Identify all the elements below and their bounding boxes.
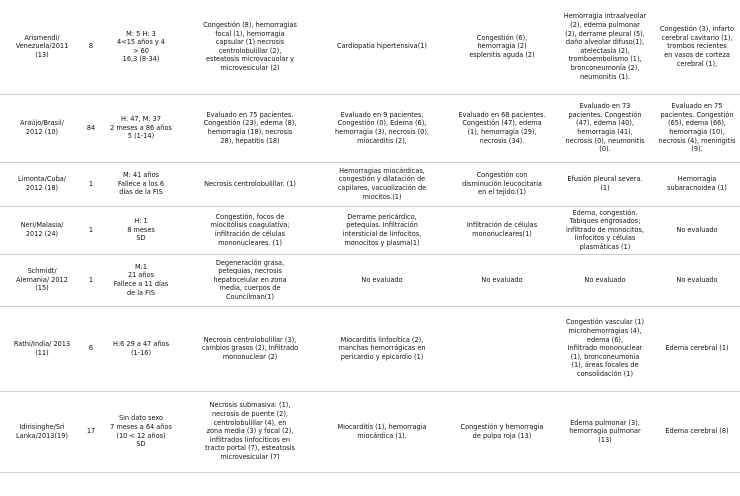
- cell-line: mononuclear (2): [222, 351, 278, 361]
- cell-line: Idirisinghe/Sri: [19, 421, 65, 431]
- cell-line: Fallece a los 6: [117, 178, 165, 188]
- cell-line: Rathi/India/ 2013: [13, 338, 71, 348]
- cell-line: hemorragia (3), necrosis (0),: [335, 127, 429, 136]
- cell-line: Alemania/ 2012: [16, 274, 68, 284]
- cell-line: No evaluado: [361, 274, 403, 284]
- cell-line: No evaluado: [481, 274, 523, 284]
- cell-brain: [654, 206, 740, 254]
- cell-line: (0).: [599, 144, 611, 154]
- cell-brain: [654, 391, 740, 472]
- cell-line: Necrosis centrolobulillar (3),: [203, 334, 297, 344]
- cell-line: 2012 (18): [25, 183, 59, 192]
- cell-spleen: [448, 391, 556, 472]
- cell-study: [0, 0, 84, 94]
- cell-line: Necrosis centrolobulillar. (1): [204, 178, 296, 188]
- cell-heart: [316, 0, 448, 94]
- cell-study: [0, 162, 84, 206]
- cell-heart: [316, 162, 448, 206]
- cell-line: cambios grasos (2), Infiltrado: [201, 343, 299, 353]
- cell-n: [84, 162, 98, 206]
- cell-line: M: 5 H: 3: [126, 28, 156, 38]
- cell-line: Edema, congestión.: [572, 207, 638, 217]
- cell-line: Congestión (23), edema (8),: [203, 118, 297, 128]
- cell-line: tracto portal (7), esteatosis: [205, 443, 295, 453]
- cell-demographics: [98, 0, 184, 94]
- cell-line: media, cuerpos de: [219, 283, 281, 293]
- cell-line: hemorragia pulmonar: [569, 426, 641, 436]
- cell-brain: [654, 0, 740, 94]
- cell-line: Congestión (47), edema: [462, 118, 542, 128]
- cell-line: Congestión (8), hemorragias: [203, 19, 297, 29]
- cell-line: petequias, necrosis: [218, 266, 282, 276]
- cell-lung: [556, 306, 654, 391]
- cell-line: 5 (1-14): [127, 131, 155, 141]
- table-row: [0, 94, 740, 162]
- cell-line: Neri/Malasia/: [20, 220, 64, 230]
- table-row: [0, 391, 740, 472]
- cell-line: Venezuela/2011: [15, 41, 69, 51]
- cell-line: (9).: [691, 144, 703, 154]
- cell-line: Hemorragias miocárdicas,: [339, 165, 425, 175]
- cell-line: Arismendi/: [24, 32, 60, 42]
- cell-line: (1), áreas focales de: [571, 360, 639, 370]
- cell-line: 17: [86, 426, 96, 436]
- cell-line: tromboembolismo (1),: [568, 54, 642, 64]
- cell-liver: [184, 94, 316, 162]
- cell-line: H: 47, M: 37: [120, 114, 162, 124]
- cell-line: Evaluado en 75: [671, 101, 723, 111]
- table-row: [0, 206, 740, 254]
- cell-line: Congestión vascular (1): [565, 317, 645, 327]
- cell-lung: [556, 0, 654, 94]
- cell-line: infiltrado de monocitos,: [566, 224, 644, 234]
- cell-line: miocitólisis coagulativa;: [210, 220, 290, 230]
- cell-liver: [184, 206, 316, 254]
- cell-spleen: [448, 306, 556, 391]
- cell-line: Schmidt/: [27, 266, 57, 276]
- cell-line: cerebral cavitario (1),: [661, 32, 733, 42]
- cell-line: Congestión y hemorragia: [460, 421, 544, 431]
- cell-line: mononucleares. (1): [218, 237, 282, 247]
- cell-study: [0, 254, 84, 306]
- cell-line: bronconeumonía (2),: [570, 62, 640, 72]
- cell-line: en vasos de corteza: [664, 50, 730, 60]
- cell-line: Councilman(1): [225, 291, 275, 301]
- cell-line: daño alveolar difuso(1),: [565, 37, 645, 47]
- cell-line: 84: [86, 122, 96, 132]
- cell-heart: [316, 391, 448, 472]
- cell-demographics: [98, 94, 184, 162]
- cell-line: esteatosis microvacuolar y: [205, 54, 295, 64]
- cell-line: Evaluado en 75 pacientes.: [206, 109, 294, 119]
- cell-line: edema (6),: [586, 334, 624, 344]
- cell-line: Hemorragia intraalveolar: [563, 11, 647, 21]
- cell-line: Necrosis submasiva: (1),: [209, 400, 291, 410]
- cell-line: Miocarditis linfocítica (2),: [340, 334, 424, 344]
- cell-liver: [184, 391, 316, 472]
- cell-line: necrosis (4), meningitis: [658, 135, 736, 145]
- cell-heart: [316, 206, 448, 254]
- cell-line: Sin dato sexo: [118, 413, 164, 423]
- cell-brain: [654, 94, 740, 162]
- cell-line: plasmáticas (1): [579, 241, 631, 251]
- cell-line: (15): [35, 283, 49, 293]
- cell-line: pacientes. Congestión: [568, 109, 642, 119]
- cell-line: Evaluado en 9 pacientes.: [340, 109, 424, 119]
- cell-line: 4<15 años y 4: [117, 37, 165, 47]
- cell-line: (1): [600, 183, 610, 192]
- cell-line: (1), hemorragia (29),: [467, 127, 537, 136]
- cell-line: hemorragia (41),: [577, 127, 633, 136]
- cell-line: microvesicular (2): [220, 62, 280, 72]
- cell-line: (1-16): [130, 347, 152, 357]
- cell-study: [0, 391, 84, 472]
- cell-liver: [184, 254, 316, 306]
- cell-line: (13): [35, 50, 49, 60]
- cell-line: H:6 29 a 47 años: [112, 338, 169, 348]
- cell-line: Araújo/Brasil/: [20, 118, 64, 128]
- cell-line: capsular (1) necrosis: [215, 37, 285, 47]
- cell-n: [84, 391, 98, 472]
- cell-line: 1: [88, 224, 94, 234]
- cell-line: pacientes. Congestión: [660, 109, 734, 119]
- cell-line: 21 años: [127, 270, 155, 280]
- cell-line: pericardio y epicardio (1): [340, 351, 424, 361]
- cell-line: intersticial de linfocitos,: [342, 229, 422, 238]
- cell-line: congestión y dilatación de: [338, 174, 426, 184]
- cell-line: de la FIS: [126, 287, 156, 297]
- cell-line: en el tejido.(1): [478, 187, 526, 197]
- cell-line: No evaluado: [584, 274, 626, 284]
- cell-spleen: [448, 162, 556, 206]
- table-row: [0, 306, 740, 391]
- cell-lung: [556, 206, 654, 254]
- cell-line: Evaluado en 68 pacientes.: [458, 109, 546, 119]
- cell-line: hemorragia (2): [477, 41, 527, 51]
- cell-n: [84, 254, 98, 306]
- cell-demographics: [98, 162, 184, 206]
- cell-line: mononucleares(1): [472, 229, 532, 238]
- cell-line: atelectasia (2),: [580, 45, 630, 55]
- cell-line: 8: [88, 41, 94, 51]
- cell-line: cerebral (1),: [676, 58, 718, 68]
- cell-line: días de la FIS: [119, 187, 163, 197]
- cell-brain: [654, 254, 740, 306]
- cell-line: miocitos.(1): [362, 191, 402, 201]
- cell-line: necrosis (34).: [479, 135, 525, 145]
- cell-study: [0, 306, 84, 391]
- cell-line: trombos recientes: [667, 41, 727, 51]
- cell-line: Lanka/2013(19): [16, 430, 68, 440]
- cell-demographics: [98, 391, 184, 472]
- cell-line: Degeneración grasa,: [215, 257, 285, 267]
- cell-line: Congestión (0), Edema (6),: [337, 118, 427, 128]
- cell-brain: [654, 306, 740, 391]
- cell-liver: [184, 0, 316, 94]
- cell-line: Fallece a 11 días: [113, 279, 169, 288]
- cell-line: (2), derrame pleural (5),: [565, 28, 645, 38]
- cell-line: 8 meses: [127, 224, 155, 234]
- cell-line: Efusión pleural severa.: [567, 174, 643, 184]
- cell-heart: [316, 94, 448, 162]
- cell-line: centrolobulillar (2),: [218, 45, 282, 55]
- cell-line: consolidación (1): [576, 368, 634, 378]
- table-row: [0, 254, 740, 306]
- cell-line: hepatocelular en zona: [213, 274, 287, 284]
- cell-line: microvesicular (7): [220, 451, 280, 461]
- cell-line: focal (1), hemorragia: [215, 28, 285, 38]
- cell-demographics: [98, 306, 184, 391]
- cell-line: Limonta/Cuba/: [17, 174, 66, 184]
- cell-line: necrosis de puente (2),: [211, 409, 289, 419]
- cell-line: Cardiopatía hipertensiva(1): [337, 41, 427, 51]
- cell-line: Infiltrado mononuclear: [567, 343, 643, 353]
- cell-line: 1: [88, 274, 94, 284]
- cell-line: (11): [35, 347, 49, 357]
- cell-line: (65), edema (66),: [668, 118, 726, 128]
- cell-line: 2 meses a 86 años: [110, 122, 172, 132]
- cell-line: zona media (3) y focal (2),: [206, 426, 294, 436]
- cell-line: miocárdica (1).: [357, 430, 407, 440]
- cell-line: Derrame pericárdico,: [347, 211, 417, 221]
- cell-line: subaracnoidea (1): [667, 183, 727, 192]
- cell-n: [84, 94, 98, 162]
- cell-heart: [316, 306, 448, 391]
- table-row: [0, 162, 740, 206]
- cell-spleen: [448, 94, 556, 162]
- cell-line: Edema cerebral (1): [665, 343, 729, 353]
- cell-n: [84, 306, 98, 391]
- cell-line: Congestión (3), infarto: [659, 24, 735, 34]
- cell-line: (2), edema pulmonar: [570, 19, 640, 29]
- cell-lung: [556, 391, 654, 472]
- cell-line: H: 1: [134, 216, 148, 226]
- cell-line: de pulpa roja (13): [472, 430, 532, 440]
- cell-line: 16,3 (8-34): [122, 54, 160, 64]
- cell-line: No evaluado: [676, 224, 718, 234]
- cell-spleen: [448, 254, 556, 306]
- cell-line: microhemorragias (4),: [568, 326, 642, 336]
- cell-line: esplenitis aguda (2): [469, 50, 535, 60]
- cell-line: linfocitos y células: [574, 233, 636, 243]
- cell-study: [0, 206, 84, 254]
- cell-line: centrolobulillar (4), en: [213, 417, 287, 427]
- cell-line: (1), bronconeumonía: [570, 351, 640, 361]
- cell-line: capilares, vacuolización de: [337, 183, 427, 192]
- cell-line: disminución leucocitaria: [462, 178, 542, 188]
- cell-liver: [184, 306, 316, 391]
- cell-brain: [654, 162, 740, 206]
- cell-line: infiltración de células: [214, 229, 286, 238]
- cell-liver: [184, 162, 316, 206]
- cell-line: Congestión con: [476, 170, 528, 180]
- cell-line: Evaluado en 73: [579, 101, 631, 111]
- cell-line: necrosis (0), neumonitis: [565, 135, 645, 145]
- cell-line: hemorragia (18), necrosis: [207, 127, 293, 136]
- cell-line: petequias. Infiltración: [346, 220, 418, 230]
- cell-line: 2012 (10): [25, 127, 59, 136]
- cell-line: No evaluado: [676, 274, 718, 284]
- cell-line: manchas hemorrágicas en: [338, 343, 426, 353]
- cell-lung: [556, 254, 654, 306]
- cell-line: Miocarditis (1), hemorragia: [337, 421, 427, 431]
- cell-spleen: [448, 0, 556, 94]
- cell-line: (10 < 12 años): [116, 430, 166, 440]
- cell-lung: [556, 162, 654, 206]
- cell-line: miocarditis (2),: [357, 135, 407, 145]
- cell-heart: [316, 254, 448, 306]
- cell-n: [84, 206, 98, 254]
- cell-line: 6: [88, 343, 94, 353]
- cell-n: [84, 0, 98, 94]
- cell-line: M:1: [134, 261, 148, 271]
- cell-line: Congestión, focos de: [215, 211, 285, 221]
- cell-demographics: [98, 254, 184, 306]
- cell-line: 28), hepatitis (18): [220, 135, 280, 145]
- cell-line: infiltrados linfocíticos en: [209, 434, 291, 444]
- cell-line: 7 meses a 64 años: [110, 421, 172, 431]
- cell-line: 2012 (24): [25, 229, 59, 238]
- cell-line: (47), edema (40),: [576, 118, 634, 128]
- cell-line: Congestión (6),: [476, 32, 528, 42]
- cell-line: SD: [136, 233, 146, 243]
- cell-line: monocitos y plasma(1): [344, 237, 420, 247]
- cell-line: > 60: [133, 45, 149, 55]
- cell-line: hemorragia (10),: [669, 127, 725, 136]
- cell-line: Edema pulmonar (3),: [570, 417, 640, 427]
- cell-line: Hemorragia: [677, 174, 717, 184]
- cell-line: Infiltración de células: [466, 220, 538, 230]
- cell-lung: [556, 94, 654, 162]
- cell-line: neumonitis (1).: [579, 71, 631, 81]
- cell-line: Edema cerebral (8): [665, 426, 729, 436]
- cell-line: M: 41 años: [122, 170, 160, 180]
- cell-line: Tabiques engrosados;: [569, 216, 641, 226]
- cell-spleen: [448, 206, 556, 254]
- cell-line: SD: [136, 439, 146, 449]
- cell-line: 1: [88, 178, 94, 188]
- cell-study: [0, 94, 84, 162]
- cell-line: (13): [598, 434, 612, 444]
- cell-demographics: [98, 206, 184, 254]
- table-row: [0, 0, 740, 94]
